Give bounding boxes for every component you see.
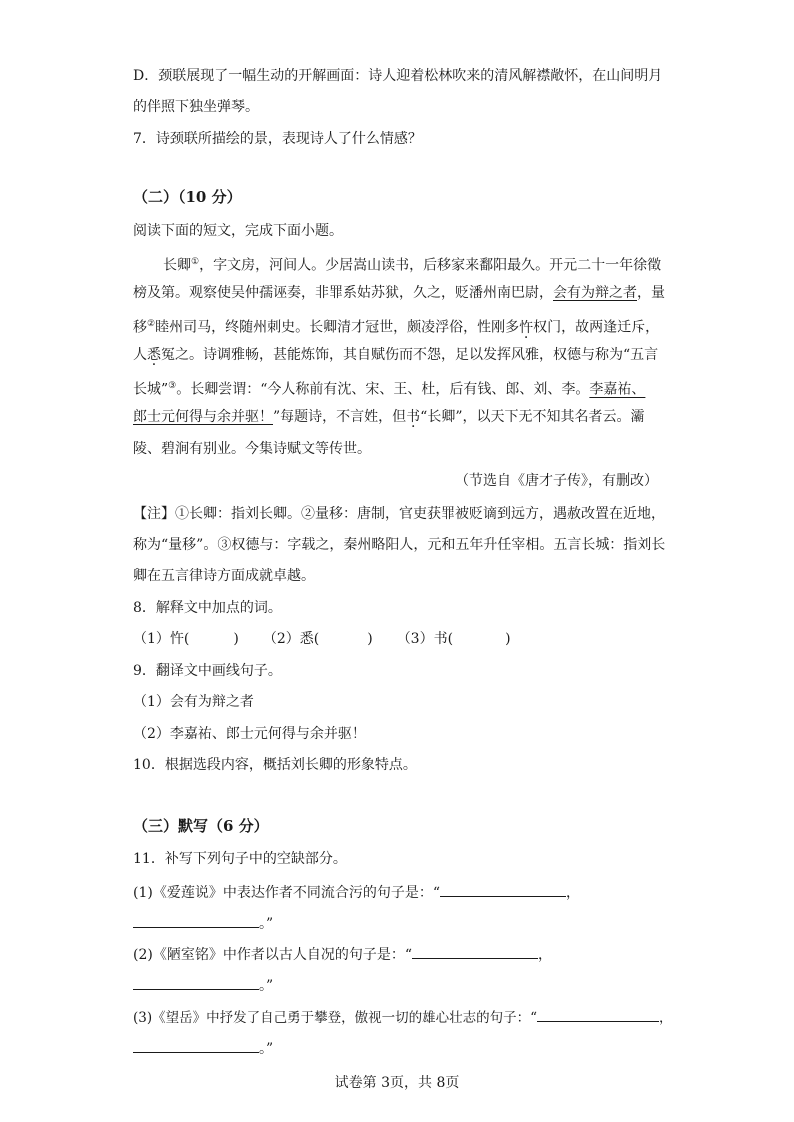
footnote-mark: ③ bbox=[168, 381, 177, 391]
q11-item-1-cont bbox=[133, 912, 273, 934]
answer-blank[interactable] bbox=[133, 912, 259, 928]
punctuation: 。” bbox=[259, 978, 274, 994]
section-3-heading: （三）默写（6 分） bbox=[133, 817, 269, 835]
q11-item-3-cont bbox=[133, 1037, 273, 1059]
passage-line-5 bbox=[133, 376, 645, 400]
passage-text: 冤之。诗调雅畅，甚能炼饰，其自赋伤而不怨，足以发挥风雅，权德与称为“五言 bbox=[161, 347, 659, 363]
q8-item-2-label: （2）悉( bbox=[262, 631, 320, 647]
q11-item-2-text: (2)《陋室铭》中作者以古人自况的句子是：“ bbox=[133, 947, 412, 963]
punctuation: ， bbox=[659, 1010, 673, 1026]
passage-line-2 bbox=[133, 283, 665, 303]
passage-text: 权门，故两逢迁斥， bbox=[533, 319, 660, 336]
underlined-sentence: 会有为辩之者 bbox=[553, 285, 637, 301]
question-9: 9．翻译文中画线句子。 bbox=[133, 663, 282, 679]
passage-text: ，字文房，河间人。少居嵩山读书，后移家来鄱阳最久。开元二十一年徐徵 bbox=[199, 257, 662, 274]
dotted-word: 书 bbox=[406, 409, 421, 425]
answer-blank[interactable] bbox=[537, 1006, 659, 1022]
passage-text: 移 bbox=[133, 319, 147, 336]
q11-item-3-text: (3)《望岳》中抒发了自己勇于攀登，傲视一切的雄心壮志的句子：“ bbox=[133, 1010, 538, 1026]
dotted-word: 忤 bbox=[519, 319, 534, 336]
q11-item-2-cont bbox=[133, 974, 273, 996]
q8-item-2-close: ) bbox=[367, 631, 373, 647]
option-d-line2: 的伴照下独坐弹琴。 bbox=[133, 99, 259, 115]
punctuation: 。” bbox=[259, 1041, 274, 1057]
passage-text: 榜及第。观察使吴仲孺诬奏，非罪系姑苏狱，久之，贬潘州南巴尉， bbox=[133, 285, 553, 301]
question-11: 11．补写下列句子中的空缺部分。 bbox=[133, 851, 347, 867]
page-footer: 试卷第 3页，共 8页 bbox=[334, 1075, 460, 1091]
note-line-2: 称为“量移”。③权德与：字载之，秦州略阳人，元和五年升任宰相。五言长城：指刘长 bbox=[133, 537, 666, 553]
passage-text: ，量 bbox=[637, 285, 665, 301]
q11-item-1-text: (1)《爱莲说》中表达作者不同流合污的句子是：“ bbox=[133, 885, 440, 901]
question-7: 7．诗颈联所描绘的景，表现诗人了什么情感？ bbox=[133, 131, 422, 147]
dotted-word: 悉 bbox=[147, 347, 161, 363]
underlined-sentence: 郎士元何得与余并驱！ bbox=[133, 409, 273, 425]
note-line-3: 卿在五言律诗方面成就卓越。 bbox=[133, 568, 315, 584]
q8-item-3-close: ) bbox=[505, 631, 511, 647]
q8-item-3-label: （3）书( bbox=[396, 631, 454, 647]
q8-item-1-close: ) bbox=[233, 631, 239, 647]
footnote-mark: ② bbox=[147, 319, 156, 329]
question-8-items bbox=[133, 629, 511, 649]
punctuation: 。” bbox=[259, 916, 274, 932]
passage-text: “长卿”，以天下无不知其名者云。灞 bbox=[420, 409, 645, 425]
passage-line-7: 陵、碧涧有别业。今集诗赋文等传世。 bbox=[133, 441, 371, 457]
question-8: 8．解释文中加点的词。 bbox=[133, 600, 282, 616]
answer-blank[interactable] bbox=[133, 974, 259, 990]
q11-item-2 bbox=[133, 943, 552, 965]
answer-blank[interactable] bbox=[133, 1037, 259, 1053]
passage-text: 长卿 bbox=[163, 257, 191, 274]
punctuation: ， bbox=[538, 947, 552, 963]
section-2-instruction: 阅读下面的短文，完成下面小题。 bbox=[133, 223, 343, 239]
question-9-2: （2）李嘉祐、郎士元何得与余并驱！ bbox=[133, 726, 366, 742]
footnote-mark: ① bbox=[191, 257, 200, 267]
note-line-1: 【注】①长卿：指刘长卿。②量移：唐制，官吏获罪被贬谪到远方，遇赦改置在近地， bbox=[133, 506, 665, 522]
passage-line-3 bbox=[133, 314, 659, 338]
passage-text: 人 bbox=[133, 347, 147, 363]
passage-text: ”每题诗，不言姓，但 bbox=[273, 409, 407, 425]
underlined-sentence: 李嘉祐、 bbox=[589, 381, 646, 398]
section-2-heading: （二）（10 分） bbox=[133, 188, 242, 206]
passage-source: （节选自《唐才子传》，有删改） bbox=[455, 473, 658, 489]
q11-item-1 bbox=[133, 881, 580, 903]
passage-text: 。长卿尝谓：“今人称前有沈、宋、王、杜，后有钱、郎、刘、李。 bbox=[176, 381, 590, 398]
passage-line-6 bbox=[133, 407, 645, 427]
passage-text: 长城” bbox=[133, 381, 169, 398]
question-9-1: （1）会有为辩之者 bbox=[133, 694, 254, 710]
punctuation: ， bbox=[566, 885, 580, 901]
answer-blank[interactable] bbox=[412, 943, 538, 959]
answer-blank[interactable] bbox=[440, 881, 566, 897]
q11-item-3 bbox=[133, 1006, 673, 1028]
passage-text: 睦州司马，终随州刺史。长卿清才冠世，颇凌浮俗，性刚多 bbox=[155, 319, 520, 336]
passage-line-4 bbox=[133, 345, 658, 365]
passage-line-1 bbox=[163, 252, 661, 276]
q8-item-1-label: （1）忤( bbox=[133, 631, 190, 647]
question-10: 10．根据选段内容，概括刘长卿的形象特点。 bbox=[133, 757, 417, 773]
option-d-line1: D．颈联展现了一幅生动的开解画面：诗人迎着松林吹来的清风解襟敞怀，在山间明月 bbox=[133, 68, 663, 84]
